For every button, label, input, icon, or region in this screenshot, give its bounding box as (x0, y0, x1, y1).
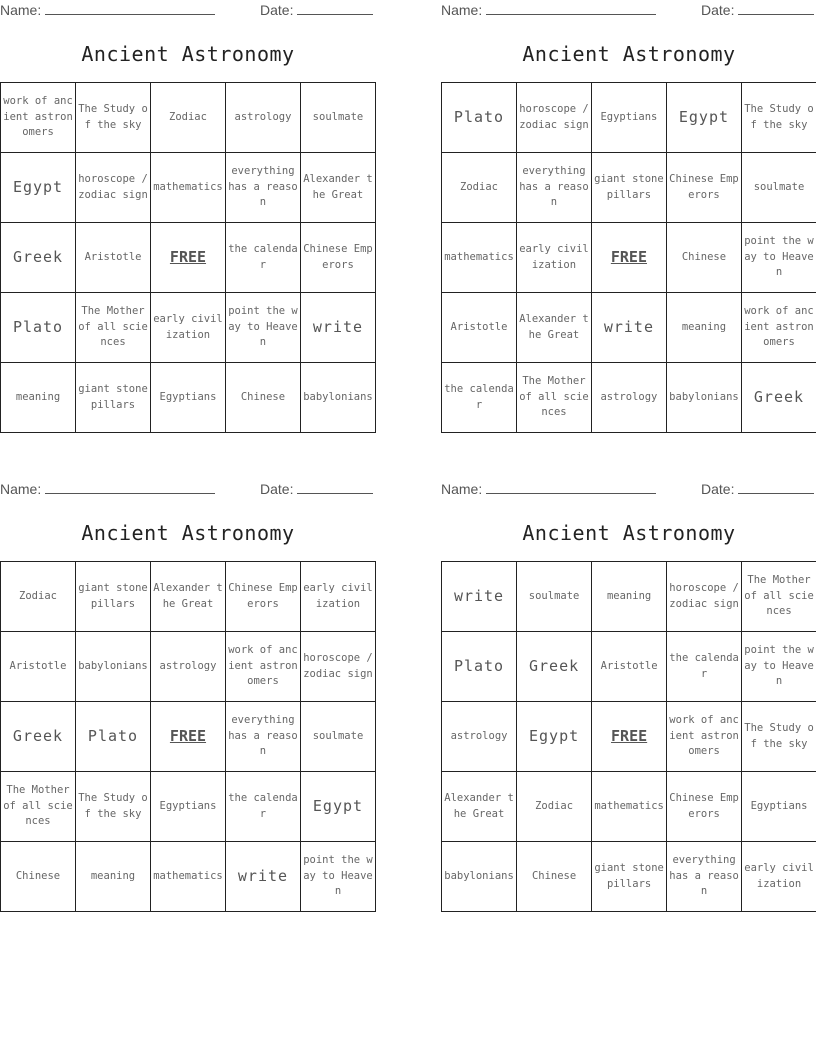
bingo-cell: Zodiac (517, 772, 592, 842)
date-label: Date: (260, 481, 294, 497)
bingo-row (1, 772, 376, 842)
bingo-card (0, 0, 376, 440)
bingo-cell: astrology (151, 632, 226, 702)
bingo-row (442, 562, 816, 632)
card-header (0, 481, 376, 499)
bingo-cell: The Study of the sky (741, 83, 816, 153)
bingo-cell: The Mother of all sciences (1, 772, 76, 842)
bingo-row (1, 293, 376, 363)
bingo-cell: early civilization (300, 562, 375, 632)
bingo-cell: Alexander the Great (517, 293, 592, 363)
name-field[interactable] (0, 2, 215, 18)
bingo-cell: the calendar (442, 363, 517, 433)
bingo-cell: meaning (666, 293, 741, 363)
bingo-cell: Egyptians (591, 83, 666, 153)
date-label: Date: (701, 2, 735, 18)
bingo-cell: mathematics (592, 772, 667, 842)
bingo-cell: the calendar (667, 632, 742, 702)
bingo-cell: write (225, 842, 300, 912)
date-field[interactable] (260, 2, 373, 18)
bingo-cell: point the way to Heaven (226, 293, 301, 363)
name-field[interactable] (441, 2, 656, 18)
bingo-cell: Aristotle (442, 293, 517, 363)
date-label: Date: (260, 2, 294, 18)
bingo-cell: soulmate (741, 153, 816, 223)
bingo-cell: everything has a reason (225, 702, 300, 772)
bingo-row (442, 223, 816, 293)
bingo-grid (0, 561, 376, 912)
date-field[interactable] (260, 481, 373, 497)
bingo-cell: giant stone pillars (592, 842, 667, 912)
bingo-cell: point the way to Heaven (742, 632, 816, 702)
free-space-cell: FREE (150, 223, 225, 293)
name-blank-line[interactable] (486, 4, 656, 15)
bingo-cell: Aristotle (592, 632, 667, 702)
bingo-cell: Zodiac (1, 562, 76, 632)
bingo-cell: Chinese (226, 363, 301, 433)
bingo-row (1, 153, 376, 223)
free-space-cell: FREE (591, 223, 666, 293)
bingo-cell: Aristotle (1, 632, 76, 702)
bingo-cell: Greek (741, 363, 816, 433)
bingo-row (442, 702, 816, 772)
name-blank-line[interactable] (45, 4, 215, 15)
bingo-cell: Chinese Emperors (300, 223, 375, 293)
bingo-cell: horoscope / zodiac sign (300, 632, 375, 702)
free-space-cell: FREE (151, 702, 226, 772)
bingo-cell: write (442, 562, 517, 632)
bingo-cell: babylonians (666, 363, 741, 433)
bingo-cell: Egypt (1, 153, 76, 223)
bingo-cell: Egypt (666, 83, 741, 153)
date-blank-line[interactable] (297, 4, 373, 15)
bingo-cell: Chinese (1, 842, 76, 912)
bingo-cell: Plato (442, 83, 517, 153)
bingo-row (1, 223, 376, 293)
bingo-cell: Egyptians (742, 772, 816, 842)
bingo-cell: The Study of the sky (76, 83, 151, 153)
bingo-cell: Alexander the Great (300, 153, 375, 223)
date-field[interactable] (701, 2, 814, 18)
bingo-cell: astrology (442, 702, 517, 772)
bingo-cell: Chinese Emperors (225, 562, 300, 632)
bingo-cell: Greek (517, 632, 592, 702)
bingo-cell: everything has a reason (667, 842, 742, 912)
bingo-cell: The Mother of all sciences (517, 363, 592, 433)
bingo-card (0, 479, 376, 919)
bingo-row (442, 772, 816, 842)
bingo-cell: soulmate (517, 562, 592, 632)
bingo-cell: work of ancient astronomers (741, 293, 816, 363)
bingo-row (442, 632, 816, 702)
bingo-cell: babylonians (442, 842, 517, 912)
bingo-cell: giant stone pillars (591, 153, 666, 223)
bingo-row (1, 702, 376, 772)
bingo-cell: Egypt (300, 772, 375, 842)
bingo-row (1, 632, 376, 702)
card-header (0, 2, 376, 20)
bingo-cell: write (300, 293, 375, 363)
bingo-cell: babylonians (76, 632, 151, 702)
bingo-cell: babylonians (300, 363, 375, 433)
bingo-row (442, 363, 816, 433)
bingo-cell: Zodiac (150, 83, 225, 153)
bingo-grid (441, 82, 816, 433)
bingo-cell: meaning (76, 842, 151, 912)
date-blank-line[interactable] (738, 483, 814, 494)
name-label: Name: (0, 481, 42, 497)
bingo-row (442, 293, 816, 363)
bingo-cell: meaning (592, 562, 667, 632)
bingo-row (1, 842, 376, 912)
bingo-cell: Egyptians (150, 363, 225, 433)
bingo-row (442, 83, 816, 153)
name-blank-line[interactable] (45, 483, 215, 494)
bingo-row (1, 562, 376, 632)
bingo-cell: point the way to Heaven (300, 842, 375, 912)
bingo-cell: everything has a reason (226, 153, 301, 223)
bingo-cell: astrology (591, 363, 666, 433)
bingo-cell: Chinese Emperors (666, 153, 741, 223)
card-header (441, 481, 816, 499)
bingo-cell: mathematics (150, 153, 225, 223)
name-label: Name: (441, 2, 483, 18)
bingo-cell: The Study of the sky (742, 702, 816, 772)
name-field[interactable] (441, 481, 656, 497)
bingo-cell: giant stone pillars (76, 363, 151, 433)
bingo-cell: horoscope / zodiac sign (667, 562, 742, 632)
bingo-cell: giant stone pillars (76, 562, 151, 632)
bingo-cell: astrology (226, 83, 301, 153)
name-label: Name: (441, 481, 483, 497)
bingo-cell: soulmate (300, 702, 375, 772)
card-title: Ancient Astronomy (522, 42, 736, 66)
name-blank-line[interactable] (486, 483, 656, 494)
free-space-cell: FREE (592, 702, 667, 772)
bingo-cell: meaning (1, 363, 76, 433)
bingo-cell: Chinese (517, 842, 592, 912)
bingo-cell: Egypt (517, 702, 592, 772)
bingo-cell: Chinese Emperors (667, 772, 742, 842)
bingo-cell: early civilization (150, 293, 225, 363)
bingo-cell: The Mother of all sciences (76, 293, 151, 363)
bingo-cell: Greek (1, 223, 76, 293)
card-title: Ancient Astronomy (522, 521, 736, 545)
bingo-cell: Alexander the Great (151, 562, 226, 632)
date-label: Date: (701, 481, 735, 497)
bingo-cell: early civilization (517, 223, 592, 293)
card-title: Ancient Astronomy (81, 521, 295, 545)
bingo-cell: Alexander the Great (442, 772, 517, 842)
bingo-cell: work of ancient astronomers (225, 632, 300, 702)
bingo-card (441, 479, 816, 919)
bingo-row (1, 83, 376, 153)
bingo-cell: the calendar (226, 223, 301, 293)
bingo-row (1, 363, 376, 433)
bingo-cell: The Study of the sky (76, 772, 151, 842)
card-title: Ancient Astronomy (81, 42, 295, 66)
bingo-cell: point the way to Heaven (741, 223, 816, 293)
bingo-grid (441, 561, 816, 912)
date-blank-line[interactable] (738, 4, 814, 15)
card-header (441, 2, 816, 20)
bingo-cell: Plato (76, 702, 151, 772)
bingo-cell: write (591, 293, 666, 363)
date-blank-line[interactable] (297, 483, 373, 494)
bingo-cell: Plato (1, 293, 76, 363)
bingo-cell: work of ancient astronomers (1, 83, 76, 153)
bingo-cell: Egyptians (151, 772, 226, 842)
bingo-row (442, 153, 816, 223)
bingo-cell: The Mother of all sciences (742, 562, 816, 632)
date-field[interactable] (701, 481, 814, 497)
name-label: Name: (0, 2, 42, 18)
bingo-cell: horoscope / zodiac sign (517, 83, 592, 153)
bingo-cell: everything has a reason (517, 153, 592, 223)
bingo-cell: mathematics (442, 223, 517, 293)
bingo-cell: Zodiac (442, 153, 517, 223)
bingo-cell: soulmate (300, 83, 375, 153)
bingo-cell: mathematics (151, 842, 226, 912)
bingo-cell: horoscope / zodiac sign (76, 153, 151, 223)
bingo-cell: Chinese (666, 223, 741, 293)
bingo-cell: early civilization (742, 842, 816, 912)
bingo-cell: Plato (442, 632, 517, 702)
bingo-card (441, 0, 816, 440)
bingo-grid (0, 82, 376, 433)
name-field[interactable] (0, 481, 215, 497)
bingo-cell: work of ancient astronomers (667, 702, 742, 772)
bingo-row (442, 842, 816, 912)
bingo-cell: the calendar (225, 772, 300, 842)
bingo-cell: Greek (1, 702, 76, 772)
bingo-cell: Aristotle (76, 223, 151, 293)
